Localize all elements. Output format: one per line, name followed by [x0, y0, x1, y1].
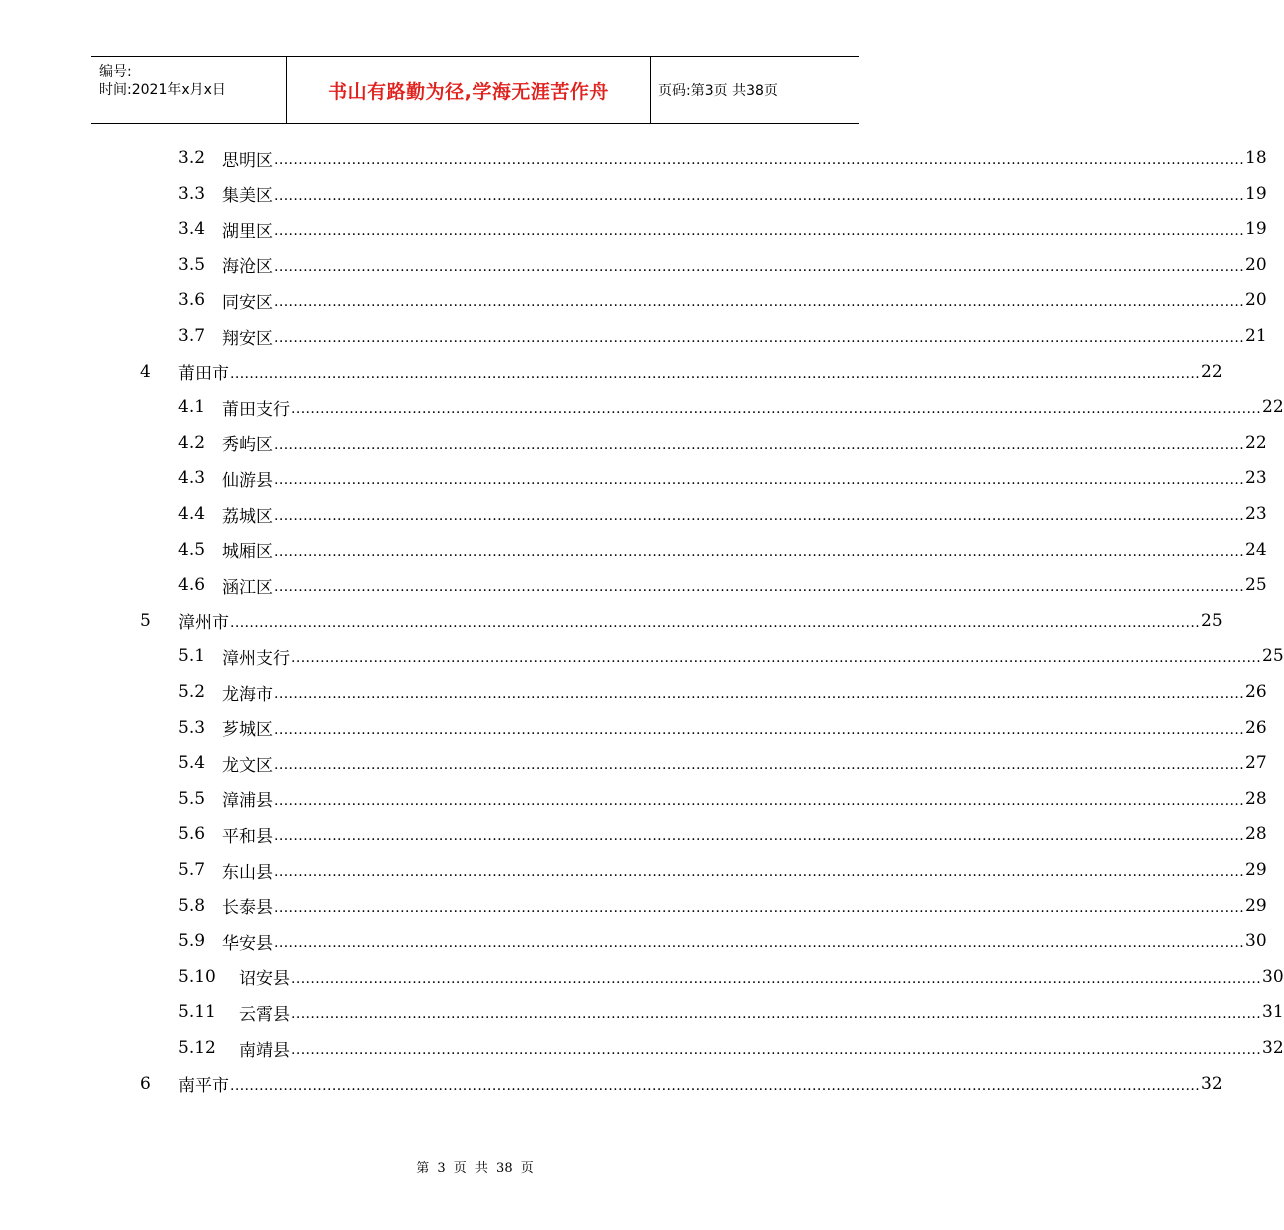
toc-entry-page: 26: [1245, 717, 1267, 738]
toc-entry-page: 29: [1245, 895, 1267, 916]
toc-entry-page: 22: [1262, 397, 1284, 418]
toc-entry-number: 5.11: [178, 1002, 216, 1023]
toc-entry-page: 30: [1245, 931, 1267, 952]
toc-entry-page: 29: [1245, 860, 1267, 880]
toc-entry-number: 3.3: [178, 183, 206, 204]
toc-entry-number: 4.5: [178, 539, 206, 560]
toc-dot-leader: ........................................................................................................................................................................................................: [274, 508, 1245, 524]
toc-entry-number: 5.3: [178, 717, 206, 738]
toc-entry-page: 25: [1245, 575, 1267, 596]
toc-entry-title: 荔城区: [222, 506, 273, 527]
toc-entry[interactable]: [140, 1066, 1223, 1102]
toc-entry[interactable]: [178, 710, 1267, 746]
toc-entry[interactable]: [178, 638, 1284, 674]
toc-entry-number: 3.5: [178, 254, 206, 275]
toc-entry-page: 28: [1245, 824, 1267, 845]
toc-dot-leader: ........................................................................................................................................................................................................: [291, 970, 1262, 987]
toc-entry-title: 芗城区: [222, 720, 273, 741]
toc-entry-title: 思明区: [222, 150, 273, 171]
page-footer: 第 3 页 共 38 页: [416, 1161, 534, 1176]
toc-entry[interactable]: [178, 888, 1267, 924]
toc-entry[interactable]: [140, 603, 1223, 639]
toc-entry-title: 翔安区: [222, 328, 273, 349]
toc-entry-page: 30: [1262, 966, 1284, 987]
toc-entry-page: 19: [1245, 183, 1267, 204]
toc-dot-leader: ........................................................................................................................................................................................................: [291, 401, 1262, 418]
toc-entry[interactable]: [178, 425, 1267, 461]
toc-entry-page: 28: [1245, 788, 1267, 809]
toc-entry[interactable]: [178, 247, 1267, 283]
toc-entry-title: 南平市: [178, 1076, 229, 1097]
toc-dot-leader: ........................................................................................................................................................................................................: [230, 614, 1201, 631]
toc-dot-leader: ........................................................................................................................................................................................................: [274, 294, 1245, 311]
toc-entry[interactable]: [178, 781, 1267, 817]
toc-entry-page: 23: [1245, 468, 1267, 489]
toc-entry-title: 漳州市: [178, 613, 229, 634]
toc-dot-leader: ........................................................................................................................................................................................................: [274, 579, 1245, 596]
toc-entry-page: 25: [1201, 610, 1223, 631]
toc-dot-leader: ........................................................................................................................................................................................................: [274, 543, 1245, 560]
toc-entry-number: 4.2: [178, 432, 206, 453]
toc-entry[interactable]: [178, 674, 1267, 710]
toc-entry-page: 18: [1245, 148, 1267, 168]
toc-entry-page: 31: [1262, 1002, 1284, 1023]
toc-dot-leader: ........................................................................................................................................................................................................: [274, 223, 1245, 240]
toc-entry-title: 仙游县: [222, 470, 273, 491]
toc-entry-title: 东山县: [222, 862, 273, 883]
toc-dot-leader: ........................................................................................................................................................................................................: [274, 828, 1245, 845]
toc-entry-page: 32: [1201, 1073, 1223, 1094]
header-page-info: 页码:第3页 共38页: [658, 83, 778, 99]
toc-entry[interactable]: [140, 354, 1223, 390]
toc-entry[interactable]: [178, 959, 1284, 995]
toc-entry-page: 20: [1245, 254, 1267, 275]
header-motto-cell: [286, 57, 651, 123]
toc-entry-title: 城厢区: [222, 542, 273, 563]
toc-entry-page: 32: [1262, 1038, 1284, 1058]
toc-dot-leader: ........................................................................................................................................................................................................: [274, 152, 1245, 168]
toc-dot-leader: ........................................................................................................................................................................................................: [274, 187, 1245, 204]
toc-entry-page: 19: [1245, 219, 1267, 240]
toc-entry-number: 5.6: [178, 824, 206, 845]
toc-dot-leader: ........................................................................................................................................................................................................: [274, 330, 1245, 346]
toc-dot-leader: ........................................................................................................................................................................................................: [230, 1077, 1201, 1094]
toc-dot-leader: ........................................................................................................................................................................................................: [274, 721, 1245, 738]
toc-entry-number: 4.1: [178, 397, 206, 418]
toc-entry-title: 龙文区: [222, 755, 273, 776]
toc-entry-title: 长泰县: [222, 898, 273, 919]
toc-entry-number: 4.4: [178, 504, 206, 524]
toc-entry-number: 5.12: [178, 1038, 216, 1058]
toc-entry-number: 3.6: [178, 290, 206, 311]
motto-text: 书山有路勤为径,学海无涯苦作舟: [328, 80, 609, 103]
toc-entry-number: 5.4: [178, 753, 206, 774]
toc-entry-title: 漳浦县: [222, 791, 273, 812]
toc-entry[interactable]: [178, 318, 1267, 354]
toc-dot-leader: ........................................................................................................................................................................................................: [274, 757, 1245, 774]
toc-dot-leader: ........................................................................................................................................................................................................: [274, 436, 1245, 453]
toc-entry-title: 海沧区: [222, 257, 273, 278]
toc-entry-title: 湖里区: [222, 221, 273, 242]
toc-dot-leader: ........................................................................................................................................................................................................: [274, 686, 1245, 702]
page-header: [91, 56, 859, 124]
toc-entry-number: 5: [140, 610, 151, 631]
toc-entry-page: 21: [1245, 326, 1267, 346]
toc-entry-number: 5.5: [178, 788, 206, 809]
toc-entry-page: 20: [1245, 290, 1267, 311]
toc-entry-number: 5.2: [178, 682, 206, 702]
toc-entry[interactable]: [178, 816, 1267, 852]
toc-entry[interactable]: [178, 282, 1267, 318]
toc-entry-title: 诏安县: [239, 969, 290, 990]
toc-entry-title: 涵江区: [222, 577, 273, 598]
toc-entry-title: 龙海市: [222, 684, 273, 705]
toc-entry-number: 5.1: [178, 646, 206, 667]
header-meta-cell: [91, 57, 286, 123]
toc-entry-number: 5.8: [178, 895, 206, 916]
toc-dot-leader: ........................................................................................................................................................................................................: [230, 365, 1201, 382]
header-page-cell: [650, 57, 859, 123]
toc-entry[interactable]: [178, 140, 1267, 176]
toc-entry-title: 集美区: [222, 186, 273, 207]
time-label: 时间:2021年x月x日: [99, 82, 226, 98]
toc-entry-number: 4.6: [178, 575, 206, 596]
toc-dot-leader: ........................................................................................................................................................................................................: [274, 258, 1245, 275]
toc-entry-number: 5.7: [178, 860, 206, 880]
toc-entry-title: 莆田支行: [222, 399, 290, 420]
toc-dot-leader: ........................................................................................................................................................................................................: [274, 792, 1245, 809]
toc-entry[interactable]: [178, 389, 1284, 425]
toc-entry[interactable]: [178, 460, 1267, 496]
toc-entry[interactable]: [178, 745, 1267, 781]
toc-entry-title: 南靖县: [239, 1040, 290, 1061]
toc-entry-title: 莆田市: [178, 364, 229, 385]
toc-entry-page: 26: [1245, 682, 1267, 702]
toc-entry-title: 秀屿区: [222, 435, 273, 456]
toc-entry[interactable]: [178, 852, 1267, 888]
toc-entry[interactable]: [178, 994, 1284, 1030]
toc-dot-leader: ........................................................................................................................................................................................................: [274, 899, 1245, 916]
toc-entry-title: 平和县: [222, 826, 273, 847]
toc-dot-leader: ........................................................................................................................................................................................................: [291, 1042, 1262, 1058]
toc-entry-number: 3.7: [178, 326, 206, 346]
toc-entry-page: 24: [1245, 539, 1267, 560]
toc-dot-leader: ........................................................................................................................................................................................................: [274, 864, 1245, 880]
toc-entry-title: 华安县: [222, 933, 273, 954]
toc-entry[interactable]: [178, 1030, 1284, 1066]
toc-entry-number: 3.2: [178, 148, 206, 168]
toc-entry-page: 25: [1262, 646, 1284, 667]
toc-entry-page: 22: [1201, 361, 1223, 382]
toc-entry[interactable]: [178, 567, 1267, 603]
toc-entry[interactable]: [178, 923, 1267, 959]
toc-entry-title: 漳州支行: [222, 648, 290, 669]
toc-entry-page: 23: [1245, 504, 1267, 524]
toc-entry-number: 4: [140, 361, 151, 382]
toc-entry[interactable]: [178, 532, 1267, 568]
toc-dot-leader: ........................................................................................................................................................................................................: [274, 472, 1245, 489]
toc-entry-number: 5.10: [178, 966, 216, 987]
serial-label: 编号:: [99, 64, 132, 80]
toc-entry-title: 云霄县: [239, 1004, 290, 1025]
toc-dot-leader: ........................................................................................................................................................................................................: [274, 935, 1245, 952]
toc-entry-number: 5.9: [178, 931, 206, 952]
toc-entry[interactable]: [178, 176, 1267, 212]
toc-entry-number: 4.3: [178, 468, 206, 489]
toc-entry[interactable]: [178, 496, 1267, 532]
toc-entry-page: 27: [1245, 753, 1267, 774]
toc-entry-number: 3.4: [178, 219, 206, 240]
toc-entry[interactable]: [178, 211, 1267, 247]
toc-entry-number: 6: [140, 1073, 151, 1094]
toc-entry-page: 22: [1245, 432, 1267, 453]
toc-entry-title: 同安区: [222, 292, 273, 313]
toc-dot-leader: ........................................................................................................................................................................................................: [291, 1006, 1262, 1023]
toc-dot-leader: ........................................................................................................................................................................................................: [291, 650, 1262, 667]
